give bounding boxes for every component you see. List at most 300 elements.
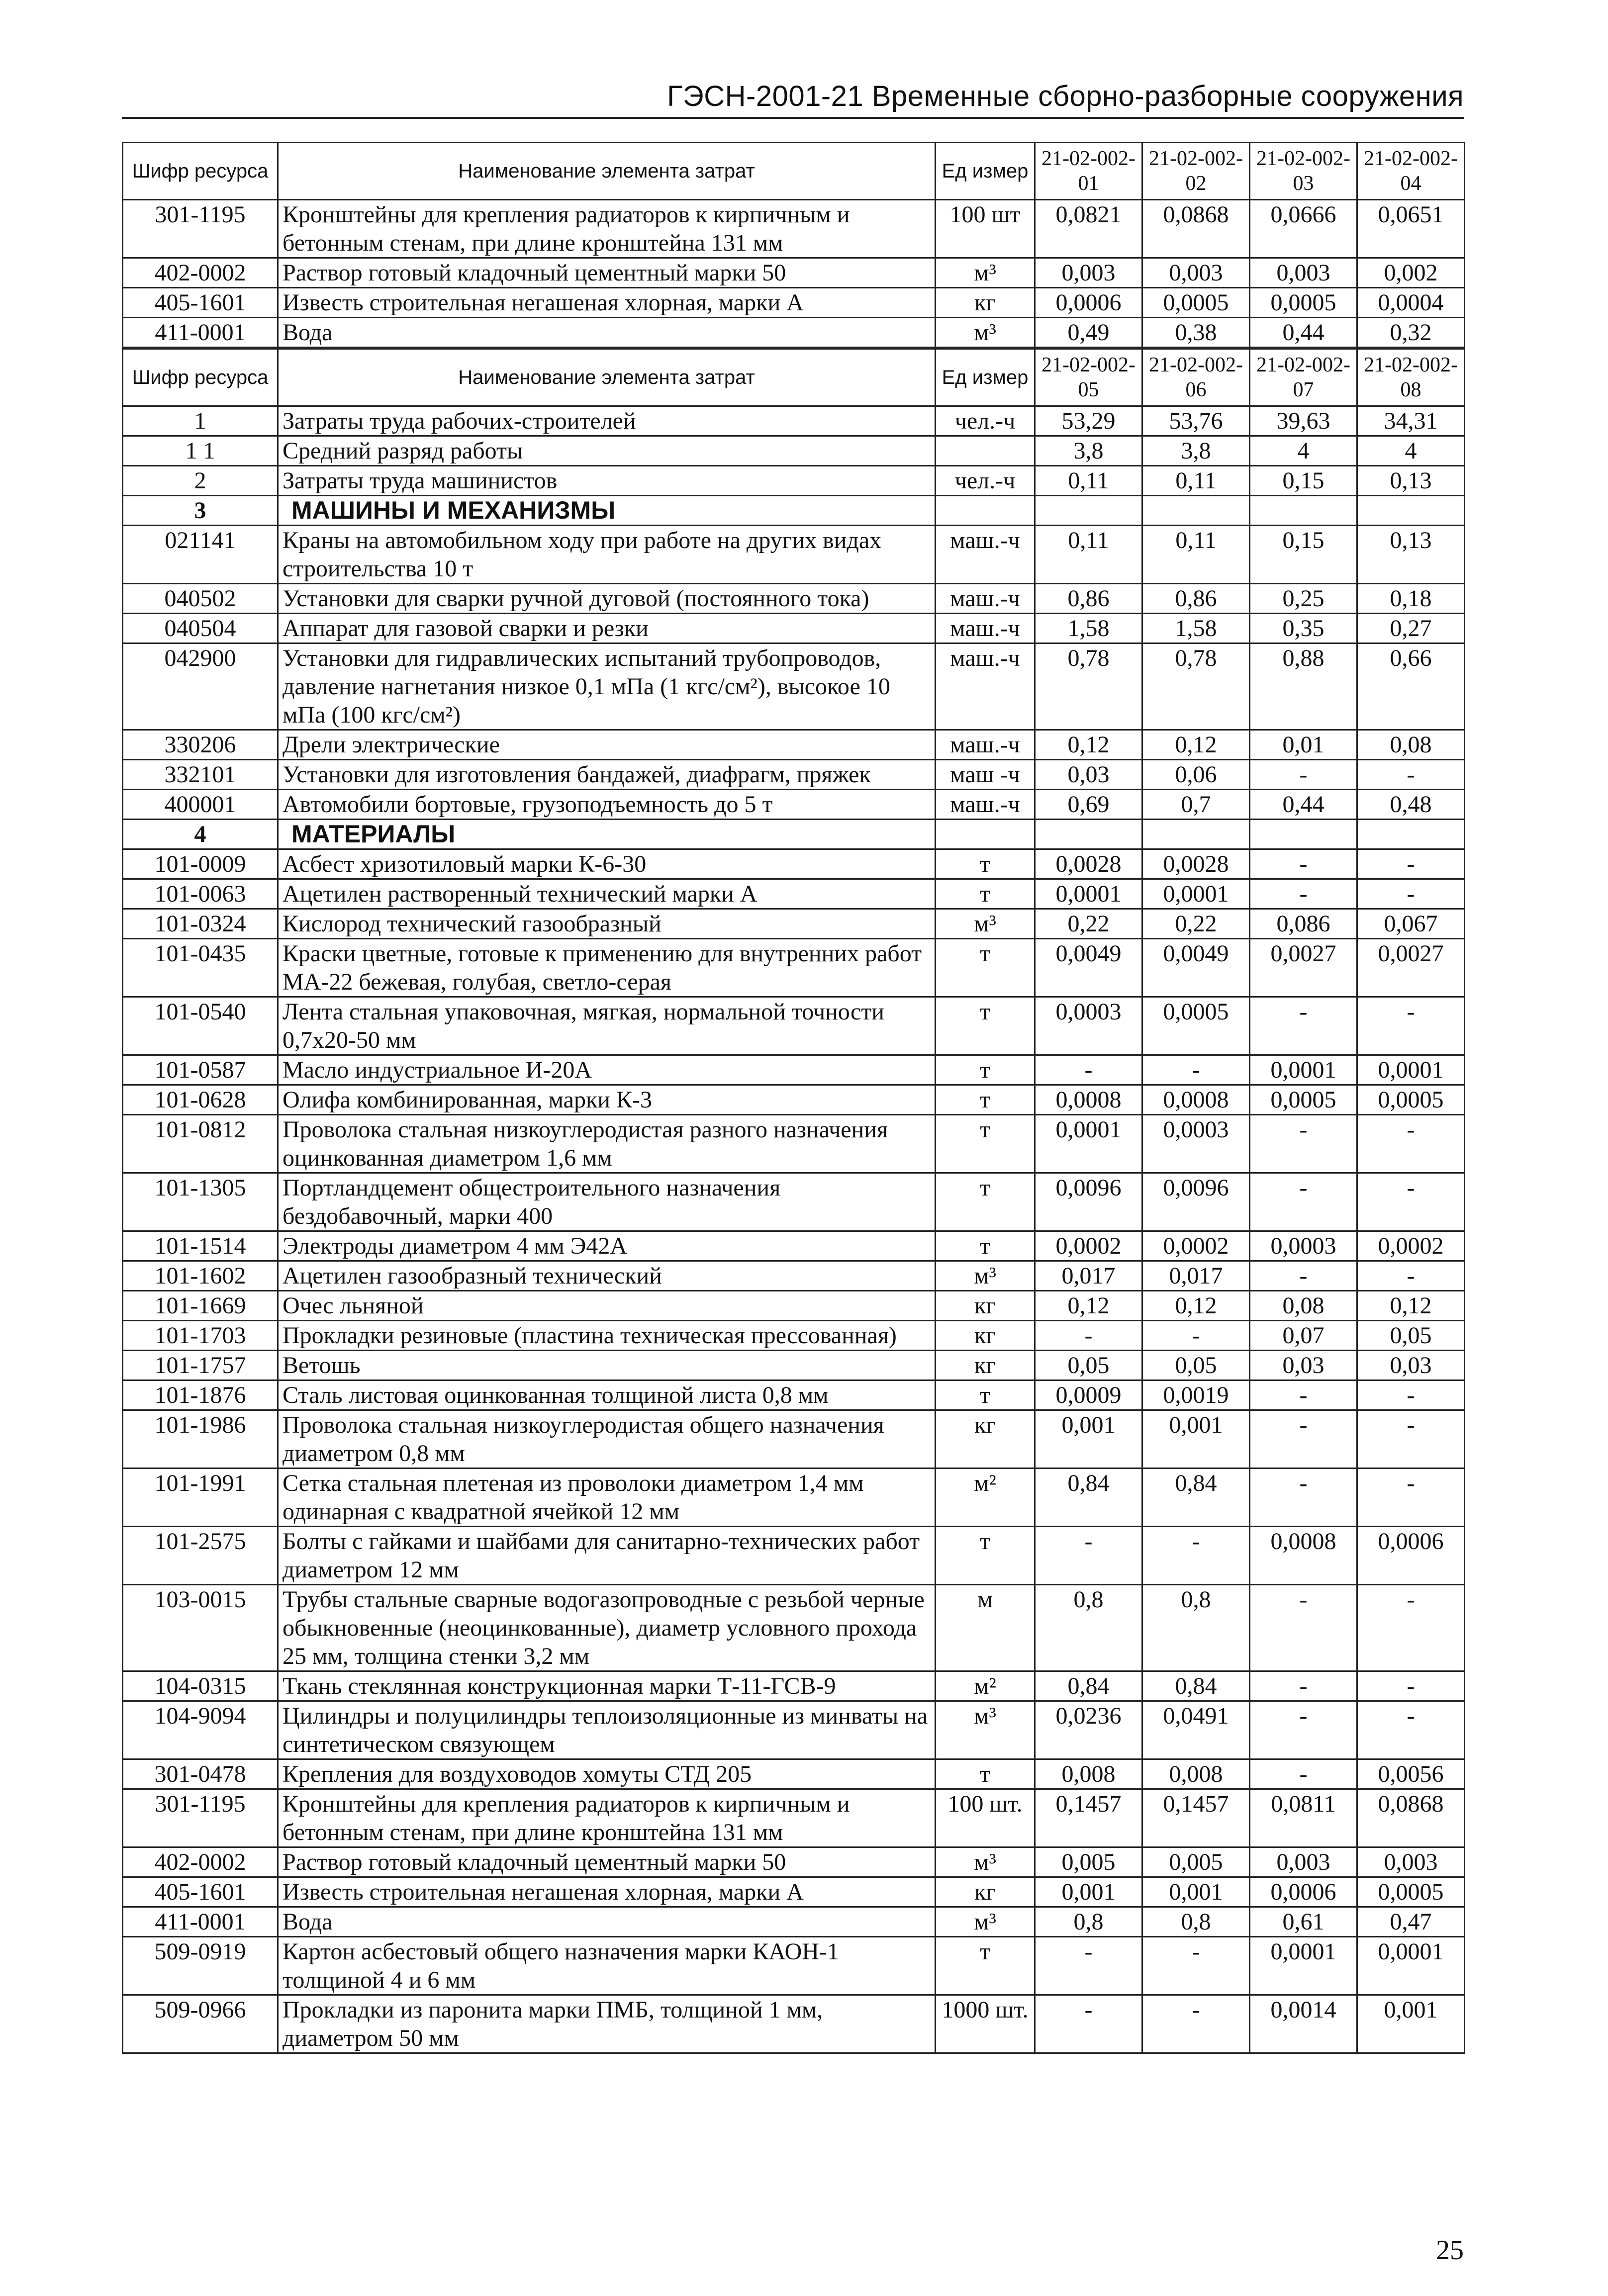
cell-value: - [1035,1995,1142,2053]
cell-value: 0,001 [1357,1995,1465,2053]
cell-code: 101-0628 [123,1085,278,1115]
cell-value: 0,0236 [1035,1701,1142,1759]
cell-unit: т [936,939,1035,997]
page-header-title: ГЭСН-2001-21 Временные сборно-разборные сооружения [667,80,1464,112]
cell-name: Вода [278,1907,936,1937]
cell-value: 0,38 [1142,318,1250,348]
cell-value: 0,88 [1250,643,1357,730]
cell-value: 0,0005 [1142,997,1250,1055]
cell-code: 101-0812 [123,1115,278,1173]
cell-unit: кг [936,1877,1035,1907]
cell-value: 0,0027 [1250,939,1357,997]
cell-value: 0,0001 [1250,1937,1357,1995]
cell-value: 0,66 [1357,643,1465,730]
cell-code: 405-1601 [123,1877,278,1907]
table-row [123,1759,1465,1789]
cell-value: - [1250,1115,1357,1173]
cell-name: Проволока стальная низкоуглеродистая разного назначения оцинкованная диаметром 1,6 мм [278,1115,936,1173]
cell-value: 0,0491 [1142,1701,1250,1759]
cell-value: 0,12 [1035,730,1142,760]
cell-value: - [1142,1527,1250,1585]
cell-value: 0,44 [1250,318,1357,348]
table-row [123,406,1465,436]
cell-value: 0,22 [1035,909,1142,939]
cell-value: 0,0001 [1250,1055,1357,1085]
cell-value: 0,03 [1357,1351,1465,1380]
cell-value: 0,27 [1357,614,1465,643]
cell-name: Проволока стальная низкоуглеродистая общего назначения диаметром 0,8 мм [278,1410,936,1469]
cell-code: 301-1195 [123,200,278,258]
cell-name: Цилиндры и полуцилиндры теплоизоляционные из минваты на синтетическом связующем [278,1701,936,1759]
cell-unit: м³ [936,318,1035,348]
cell-value: 0,017 [1035,1261,1142,1291]
cell-name: Прокладки резиновые (пластина техническая прессованная) [278,1321,936,1351]
cell-name: Крепления для воздуховодов хомуты СТД 205 [278,1759,936,1789]
cell-unit: т [936,1115,1035,1173]
cell-value: 0,0002 [1035,1231,1142,1261]
cell-value: 0,06 [1142,760,1250,790]
table-row [123,643,1465,730]
cell-unit: т [936,1527,1035,1585]
cell-value: 39,63 [1250,406,1357,436]
cell-value: - [1250,997,1357,1055]
cell-value: 0,017 [1142,1261,1250,1291]
cell-unit: кг [936,1321,1035,1351]
cell-value: 0,13 [1357,526,1465,584]
cell-value: 0,69 [1035,790,1142,820]
cell-unit: маш.-ч [936,614,1035,643]
cell-value: 0,0005 [1250,1085,1357,1115]
cell-unit: т [936,1380,1035,1410]
cell-value: 0,0005 [1357,1085,1465,1115]
cell-name: Болты с гайками и шайбами для санитарно-технических работ диаметром 12 мм [278,1527,936,1585]
cell-name: Сетка стальная плетеная из проволоки диаметром 1,4 мм одинарная с квадратной ячейкой 12 мм [278,1469,936,1527]
cell-unit: т [936,879,1035,909]
cell-value: 0,8 [1142,1585,1250,1671]
table-row [123,1877,1465,1907]
cell-unit: кг [936,1410,1035,1469]
cell-value: 0,0005 [1250,288,1357,318]
cell-name: Ветошь [278,1351,936,1380]
cell-name: МАШИНЫ И МЕХАНИЗМЫ [278,496,936,526]
cell-value: 34,31 [1357,406,1465,436]
cell-name: Очес льняной [278,1291,936,1321]
cell-code: 042900 [123,643,278,730]
cell-name: Ацетилен растворенный технический марки А [278,879,936,909]
cell-value: 1,58 [1035,614,1142,643]
cell-value: 0,005 [1035,1847,1142,1877]
cell-value: 0,001 [1142,1877,1250,1907]
cell-name: Асбест хризотиловый марки К-6-30 [278,849,936,879]
cell-value: 0,0868 [1142,200,1250,258]
cell-value: 0,78 [1142,643,1250,730]
cell-value: 0,0002 [1142,1231,1250,1261]
column-header-norm: 21-02-002-07 [1250,349,1357,406]
cell-code: 509-0919 [123,1937,278,1995]
cell-unit: маш.-ч [936,643,1035,730]
table-row [123,1701,1465,1759]
cell-value: 4 [1250,436,1357,466]
table-row [123,1173,1465,1231]
cell-name: Портландцемент общестроительного назначения бездобавочный, марки 400 [278,1173,936,1231]
cell-value: 0,0001 [1142,879,1250,909]
table-row [123,730,1465,760]
cell-value: - [1250,1469,1357,1527]
cell-value: 0,008 [1142,1759,1250,1789]
cell-value [1357,820,1465,849]
column-header-norm: 21-02-002-01 [1035,143,1142,200]
cell-name: Прокладки из паронита марки ПМБ, толщиной 1 мм, диаметром 50 мм [278,1995,936,2053]
cell-value: - [1250,1380,1357,1410]
table-row [123,200,1465,258]
cell-name: Установки для сварки ручной дуговой (постоянного тока) [278,584,936,614]
cell-value: - [1357,760,1465,790]
table-row [123,760,1465,790]
cell-value: 0,0821 [1035,200,1142,258]
cell-unit: чел.-ч [936,406,1035,436]
cell-value [1035,820,1142,849]
cell-value [1250,496,1357,526]
cell-value: 0,0651 [1357,200,1465,258]
cell-value: 53,29 [1035,406,1142,436]
cell-code: 101-2575 [123,1527,278,1585]
cell-unit: м² [936,1469,1035,1527]
cell-name: Известь строительная негашеная хлорная, марки А [278,288,936,318]
column-header-norm: 21-02-002-06 [1142,349,1250,406]
cell-value: 0,0006 [1357,1527,1465,1585]
cell-value: - [1357,1115,1465,1173]
cell-value: 0,0049 [1142,939,1250,997]
cell-name: Известь строительная негашеная хлорная, марки А [278,1877,936,1907]
table-row [123,1410,1465,1469]
cell-name: Трубы стальные сварные водогазопроводные с резьбой черные обыкновенные (неоцинкованные), диаметр условного прохода 25 мм, толщина стенки 3,2 мм [278,1585,936,1671]
cell-name: Масло индустриальное И-20А [278,1055,936,1085]
cell-name: Раствор готовый кладочный цементный марки 50 [278,1847,936,1877]
cell-value: - [1250,760,1357,790]
cell-value: 0,11 [1035,526,1142,584]
cell-value: 0,0005 [1142,288,1250,318]
cell-value: 0,0666 [1250,200,1357,258]
cell-value: 0,05 [1357,1321,1465,1351]
cell-name: Вода [278,318,936,348]
table-row [123,1789,1465,1847]
cell-code: 101-0540 [123,997,278,1055]
cell-value: 0,0008 [1142,1085,1250,1115]
cell-value: - [1142,1937,1250,1995]
table-row [123,466,1465,496]
cell-code: 101-0435 [123,939,278,997]
cell-value: 0,001 [1035,1410,1142,1469]
cell-value: 0,08 [1250,1291,1357,1321]
cell-code: 101-1986 [123,1410,278,1469]
cell-value: 0,47 [1357,1907,1465,1937]
cell-code: 104-9094 [123,1701,278,1759]
cell-code: 332101 [123,760,278,790]
cell-value: 0,0008 [1035,1085,1142,1115]
resource-table-1 [122,142,1465,348]
table-body [123,200,1465,348]
cell-value: 0,0868 [1357,1789,1465,1847]
cell-code: 021141 [123,526,278,584]
cell-value: 0,61 [1250,1907,1357,1937]
cell-value: 0,0019 [1142,1380,1250,1410]
cell-value: 0,84 [1035,1671,1142,1701]
cell-value: 0,15 [1250,466,1357,496]
cell-value: 0,0027 [1357,939,1465,997]
cell-value [1035,496,1142,526]
cell-code: 1 1 [123,436,278,466]
cell-value: 0,8 [1035,1585,1142,1671]
cell-value: - [1250,1585,1357,1671]
cell-name: Электроды диаметром 4 мм Э42А [278,1231,936,1261]
cell-value: 0,003 [1357,1847,1465,1877]
cell-value: 0,84 [1142,1469,1250,1527]
cell-value: 0,0001 [1357,1937,1465,1995]
cell-code: 405-1601 [123,288,278,318]
cell-unit: кг [936,288,1035,318]
cell-value: 0,05 [1035,1351,1142,1380]
cell-unit: т [936,1231,1035,1261]
cell-value: 0,0002 [1357,1231,1465,1261]
section-row [123,820,1465,849]
cell-unit: м³ [936,909,1035,939]
cell-value: 0,0005 [1357,1877,1465,1907]
table-row [123,614,1465,643]
cell-code: 400001 [123,790,278,820]
column-header-norm: 21-02-002-05 [1035,349,1142,406]
table-row [123,879,1465,909]
cell-unit: маш -ч [936,760,1035,790]
cell-value: 0,12 [1357,1291,1465,1321]
table-body [123,406,1465,2053]
cell-code: 1 [123,406,278,436]
cell-value [1357,496,1465,526]
column-header-norm: 21-02-002-02 [1142,143,1250,200]
cell-unit [936,496,1035,526]
cell-value: 0,03 [1035,760,1142,790]
cell-name: Кронштейны для крепления радиаторов к кирпичным и бетонным стенам, при длине кронштейна 131 мм [278,200,936,258]
cell-value: 0,0096 [1035,1173,1142,1231]
cell-value: - [1250,1671,1357,1701]
cell-code: 301-0478 [123,1759,278,1789]
cell-value: 4 [1357,436,1465,466]
cell-unit: 100 шт [936,200,1035,258]
cell-value: 0,35 [1250,614,1357,643]
table-row [123,939,1465,997]
cell-value: 0,0001 [1035,879,1142,909]
cell-value: 0,11 [1142,466,1250,496]
cell-code: 101-0324 [123,909,278,939]
table-row [123,997,1465,1055]
cell-code: 101-0587 [123,1055,278,1085]
cell-value: - [1357,997,1465,1055]
cell-value: 0,12 [1142,730,1250,760]
cell-code: 101-1876 [123,1380,278,1410]
cell-value: - [1250,1261,1357,1291]
cell-value: 53,76 [1142,406,1250,436]
cell-code: 101-1514 [123,1231,278,1261]
column-header-code: Шифр ресурса [123,143,278,200]
column-header-norm: 21-02-002-08 [1357,349,1465,406]
cell-value: 0,0006 [1035,288,1142,318]
cell-value: 0,01 [1250,730,1357,760]
cell-value: 0,13 [1357,466,1465,496]
cell-value: 3,8 [1142,436,1250,466]
column-header-unit: Ед измер [936,349,1035,406]
cell-value: 0,1457 [1035,1789,1142,1847]
cell-value: 3,8 [1035,436,1142,466]
cell-code: 2 [123,466,278,496]
table-row [123,1351,1465,1380]
cell-name: Установки для изготовления бандажей, диафрагм, пряжек [278,760,936,790]
cell-value: - [1250,1701,1357,1759]
cell-value: 0,067 [1357,909,1465,939]
cell-code: 101-1669 [123,1291,278,1321]
cell-code: 040502 [123,584,278,614]
cell-code: 101-1703 [123,1321,278,1351]
table-row [123,1261,1465,1291]
cell-value: 0,48 [1357,790,1465,820]
cell-value: 0,84 [1035,1469,1142,1527]
cell-name: Картон асбестовый общего назначения марки КАОН-1 толщиной 4 и 6 мм [278,1937,936,1995]
table-row [123,288,1465,318]
cell-unit: т [936,997,1035,1055]
cell-unit: чел.-ч [936,466,1035,496]
table-row [123,1231,1465,1261]
table-row [123,1937,1465,1995]
table-row [123,909,1465,939]
table-row [123,584,1465,614]
cell-unit: м³ [936,258,1035,288]
cell-name: Сталь листовая оцинкованная толщиной листа 0,8 мм [278,1380,936,1410]
cell-value: 0,001 [1142,1410,1250,1469]
cell-value: 0,07 [1250,1321,1357,1351]
cell-value: 0,0009 [1035,1380,1142,1410]
cell-unit: маш.-ч [936,526,1035,584]
cell-name: Ткань стеклянная конструкционная марки Т-11-ГСВ-9 [278,1671,936,1701]
table-row [123,1527,1465,1585]
cell-value: 0,0006 [1250,1877,1357,1907]
cell-value: 0,0014 [1250,1995,1357,2053]
cell-code: 4 [123,820,278,849]
cell-value: 0,86 [1142,584,1250,614]
cell-unit: кг [936,1291,1035,1321]
cell-value: 0,0096 [1142,1173,1250,1231]
cell-value: 0,15 [1250,526,1357,584]
cell-value: 0,003 [1250,1847,1357,1877]
cell-unit: маш.-ч [936,790,1035,820]
cell-value: 0,49 [1035,318,1142,348]
cell-value: - [1035,1321,1142,1351]
cell-value: 0,05 [1142,1351,1250,1380]
cell-value: 0,32 [1357,318,1465,348]
cell-value: 0,008 [1035,1759,1142,1789]
cell-value: 1,58 [1142,614,1250,643]
table-row [123,1995,1465,2053]
cell-name: Аппарат для газовой сварки и резки [278,614,936,643]
cell-unit: 100 шт. [936,1789,1035,1847]
cell-value: - [1357,1469,1465,1527]
cell-name: Краны на автомобильном ходу при работе на других видах строительства 10 т [278,526,936,584]
cell-value [1142,496,1250,526]
cell-unit: м² [936,1671,1035,1701]
table-row [123,1115,1465,1173]
table-row [123,1321,1465,1351]
cell-name: Затраты труда рабочих-строителей [278,406,936,436]
cell-value: 0,08 [1357,730,1465,760]
cell-code: 411-0001 [123,318,278,348]
table-row [123,1847,1465,1877]
cell-value: 0,11 [1035,466,1142,496]
cell-code: 330206 [123,730,278,760]
table-row [123,1469,1465,1527]
cell-value: - [1035,1937,1142,1995]
cell-unit: т [936,1759,1035,1789]
table-header-row [123,349,1465,406]
cell-value: 0,0003 [1142,1115,1250,1173]
cell-unit: м³ [936,1847,1035,1877]
cell-value: - [1357,879,1465,909]
cell-value: - [1357,1701,1465,1759]
cell-code: 402-0002 [123,1847,278,1877]
cell-code: 101-1757 [123,1351,278,1380]
cell-value: 0,86 [1035,584,1142,614]
cell-unit: маш.-ч [936,584,1035,614]
cell-value: 0,12 [1142,1291,1250,1321]
cell-value: 0,03 [1250,1351,1357,1380]
header-rule [122,117,1464,119]
cell-name: Дрели электрические [278,730,936,760]
cell-value: 0,003 [1035,258,1142,288]
cell-value: - [1142,1995,1250,2053]
table-row [123,1055,1465,1085]
cell-unit: м³ [936,1907,1035,1937]
cell-name: Ацетилен газообразный технический [278,1261,936,1291]
cell-value: - [1250,879,1357,909]
cell-value: 0,0049 [1035,939,1142,997]
cell-unit: т [936,1085,1035,1115]
cell-value [1142,820,1250,849]
table-row [123,1291,1465,1321]
cell-code: 411-0001 [123,1907,278,1937]
cell-value: 0,0004 [1357,288,1465,318]
cell-unit: т [936,1937,1035,1995]
cell-value: - [1035,1527,1142,1585]
cell-value: - [1142,1321,1250,1351]
cell-value: 0,84 [1142,1671,1250,1701]
cell-value: - [1250,1173,1357,1231]
cell-unit: м³ [936,1261,1035,1291]
cell-code: 101-1305 [123,1173,278,1231]
column-header-norm: 21-02-002-04 [1357,143,1465,200]
cell-value: 0,086 [1250,909,1357,939]
section-row [123,496,1465,526]
cell-value: - [1142,1055,1250,1085]
cell-unit: т [936,1173,1035,1231]
cell-unit: м³ [936,1701,1035,1759]
table-row [123,1085,1465,1115]
cell-name: МАТЕРИАЛЫ [278,820,936,849]
table-row [123,790,1465,820]
column-header-norm: 21-02-002-03 [1250,143,1357,200]
cell-unit: кг [936,1351,1035,1380]
cell-unit: т [936,1055,1035,1085]
cell-code: 103-0015 [123,1585,278,1671]
cell-value: 0,002 [1357,258,1465,288]
cell-value: 0,44 [1250,790,1357,820]
cell-name: Средний разряд работы [278,436,936,466]
column-header-name: Наименование элемента затрат [278,143,936,200]
